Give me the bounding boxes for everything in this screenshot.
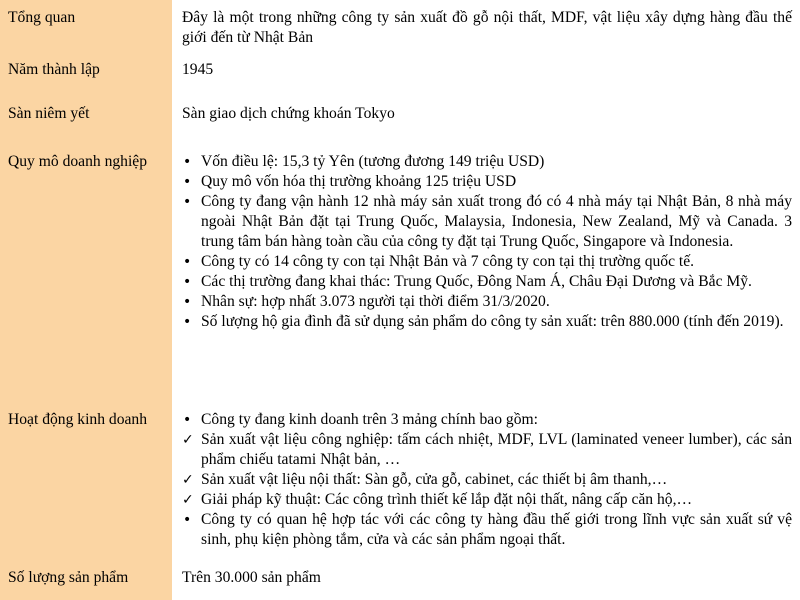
row-value-product-count: Trên 30.000 sản phẩm xyxy=(182,569,321,586)
list-item-text: Công ty có 14 công ty con tại Nhật Bản và 7 công ty con tại thị trường quốc tế. xyxy=(201,253,695,270)
row-label-overview: Tổng quan xyxy=(0,0,172,56)
list-item-text: Số lượng hộ gia đình đã sử dụng sản phẩm do công ty sản xuất: trên 880.000 (tính đến 2019). xyxy=(201,313,784,330)
list-item xyxy=(182,490,792,510)
business-activities-list xyxy=(182,410,792,550)
bullet-icon: • xyxy=(183,194,192,210)
row-overview xyxy=(0,0,800,56)
checkmark-icon: ✓ xyxy=(182,472,194,488)
bullet-icon: • xyxy=(183,412,192,428)
bullet-icon: • xyxy=(183,512,192,528)
business-scale-list xyxy=(182,152,792,332)
row-label-business-scale: Quy mô doanh nghiệp xyxy=(0,146,172,404)
list-item xyxy=(182,430,792,470)
list-item-text: Vốn điều lệ: 15,3 tỷ Yên (tương đương 149 triệu USD) xyxy=(201,153,545,170)
row-founded-year xyxy=(0,56,800,102)
bullet-icon: • xyxy=(183,294,192,310)
list-item-text: Công ty đang vận hành 12 nhà máy sản xuất trong đó có 4 nhà máy tại Nhật Bản, 8 nhà máy ngoài Nhật Bản đặt tại Trung Quốc, Malaysia, Indonesia, New Zealand, Mỹ và Canada. 3 trung tâm bán hàng toàn cầu của công ty đặt tại Trung Quốc, Singapore và Indonesia. xyxy=(201,193,792,250)
list-item-text: Nhân sự: hợp nhất 3.073 người tại thời điểm 31/3/2020. xyxy=(201,293,550,310)
list-item xyxy=(182,192,792,252)
row-business-activities xyxy=(0,404,800,564)
checkmark-icon: ✓ xyxy=(182,492,194,508)
row-value-overview: Đây là một trong những công ty sản xuất đồ gỗ nội thất, MDF, vật liệu xây dựng hàng đầu thế giới đến từ Nhật Bản xyxy=(182,9,792,46)
row-listing-exchange xyxy=(0,102,800,146)
bullet-icon: • xyxy=(183,174,192,190)
row-value-business-scale xyxy=(172,146,800,404)
list-item xyxy=(182,152,792,172)
list-item-text: Công ty có quan hệ hợp tác với các công ty hàng đầu thế giới trong lĩnh vực sản xuất sứ vệ sinh, phụ kiện phòng tắm, cửa và các sản phẩm ngoại thất. xyxy=(201,511,792,548)
row-value-founded-year: 1945 xyxy=(182,61,214,78)
list-item-text: Công ty đang kinh doanh trên 3 mảng chính bao gồm: xyxy=(201,411,538,428)
row-value-listing-exchange: Sàn giao dịch chứng khoán Tokyo xyxy=(182,105,395,122)
row-label-business-activities: Hoạt động kinh doanh xyxy=(0,404,172,564)
bullet-icon: • xyxy=(183,314,192,330)
list-item-text: Sản xuất vật liệu nội thất: Sàn gỗ, cửa gỗ, cabinet, các thiết bị âm thanh,… xyxy=(201,471,668,488)
list-item xyxy=(182,252,792,272)
bullet-icon: • xyxy=(183,274,192,290)
bullet-icon: • xyxy=(183,154,192,170)
list-item-text: Giải pháp kỹ thuật: Các công trình thiết kế lắp đặt nội thất, nâng cấp căn hộ,… xyxy=(201,491,693,508)
list-item xyxy=(182,172,792,192)
list-item xyxy=(182,410,792,430)
list-item xyxy=(182,312,792,332)
list-item xyxy=(182,292,792,312)
bullet-icon: • xyxy=(183,254,192,270)
list-item-text: Các thị trường đang khai thác: Trung Quốc, Đông Nam Á, Châu Đại Dương và Bắc Mỹ. xyxy=(201,273,752,290)
list-item xyxy=(182,510,792,550)
list-item xyxy=(182,272,792,292)
row-label-product-count: Số lượng sản phẩm xyxy=(0,564,172,600)
row-business-scale xyxy=(0,146,800,404)
checkmark-icon: ✓ xyxy=(182,432,194,448)
row-value-business-activities xyxy=(172,404,800,564)
list-item-text: Sản xuất vật liệu công nghiệp: tấm cách nhiệt, MDF, LVL (laminated veneer lumber), các sản phẩm chiếu tatami Nhật bản, … xyxy=(201,431,792,468)
list-item-text: Quy mô vốn hóa thị trường khoảng 125 triệu USD xyxy=(201,173,517,190)
row-label-listing-exchange: Sàn niêm yết xyxy=(0,102,172,146)
list-item xyxy=(182,470,792,490)
row-product-count xyxy=(0,564,800,600)
row-label-founded-year: Năm thành lập xyxy=(0,56,172,102)
